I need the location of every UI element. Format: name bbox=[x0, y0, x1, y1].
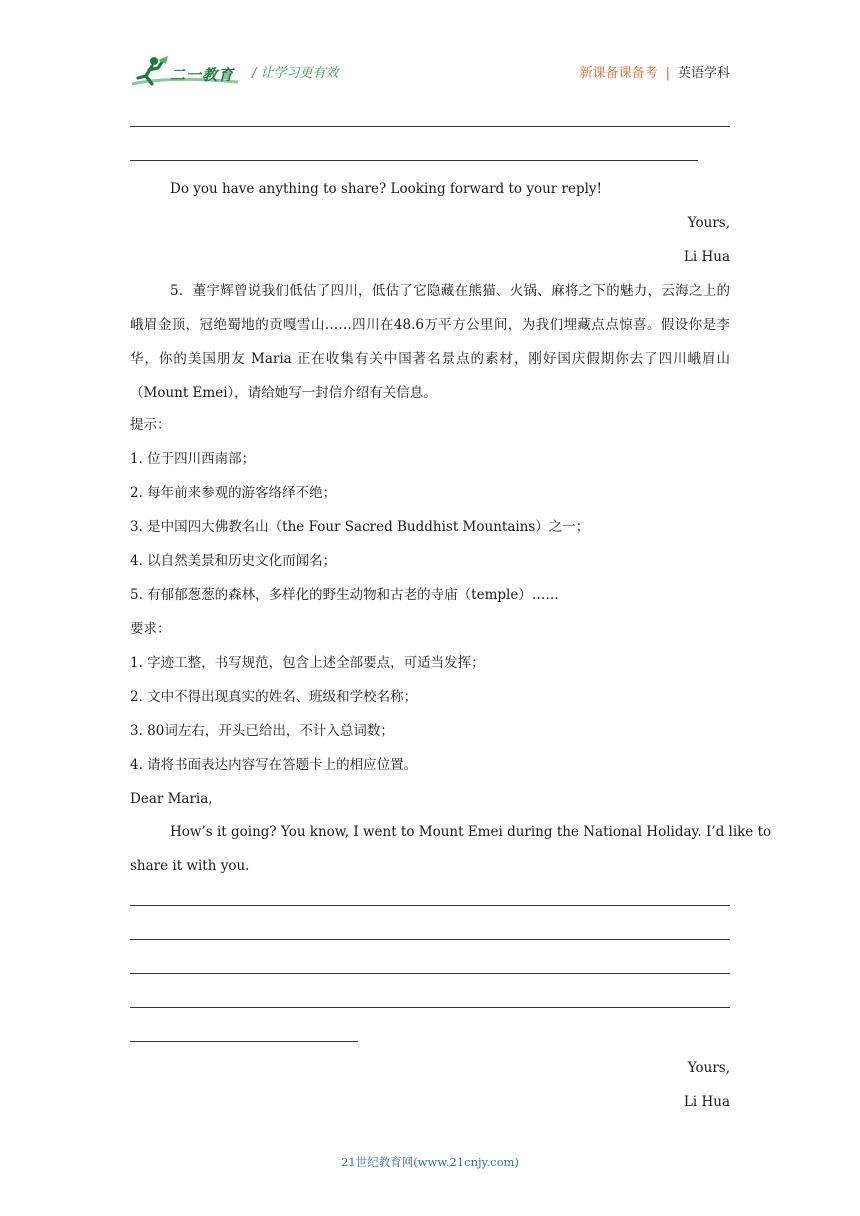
brand-name: 二一教育 bbox=[170, 66, 235, 84]
answer-line bbox=[130, 126, 730, 127]
header-right bbox=[580, 62, 730, 81]
answer-line bbox=[130, 1041, 358, 1042]
header-separator: | bbox=[665, 66, 670, 81]
letter-opening-line: share it with you. bbox=[130, 858, 250, 874]
page-footer: 21世纪教育网(www.21cnjy.com) bbox=[341, 1155, 519, 1169]
hint-item: 1. 位于四川西南部； bbox=[130, 451, 256, 467]
answer-line bbox=[130, 939, 730, 940]
answer-line bbox=[130, 973, 730, 974]
letter-signature: Li Hua bbox=[683, 1094, 730, 1110]
question-prompt: 5．董宇辉曾说我们低估了四川，低估了它隐藏在熊猫、火锅、麻将之下的魅力，云海之上的峨眉金顶，冠绝蜀地的贡嘎雪山……四川在48.6万平方公里间，为我们埋藏点点惊喜。假设你是李华，你的美国朋友 Maria 正在收集有关中国著名景点的素材，刚好国庆假期你去了四川峨眉山（Mount Emei），请给她写一封信介绍有关信息。 bbox=[130, 283, 730, 401]
answer-line bbox=[130, 905, 730, 906]
slogan: / 让学习更有效 bbox=[252, 66, 339, 81]
hint-item: 2. 每年前来参观的游客络绎不绝； bbox=[130, 485, 337, 501]
previous-closing-text: Do you have anything to share? Looking forward to your reply! bbox=[170, 181, 602, 197]
answer-line bbox=[130, 1007, 730, 1008]
requirement-item: 2. 文中不得出现真实的姓名、班级和学校名称； bbox=[130, 689, 418, 705]
subject-label: 英语学科 bbox=[677, 66, 730, 81]
hint-item: 4. 以自然美景和历史文化而闻名； bbox=[130, 553, 337, 569]
page-header bbox=[130, 50, 730, 94]
requirement-item: 1. 字迹工整，书写规范，包含上述全部要点，可适当发挥； bbox=[130, 655, 485, 671]
hint-item: 5. 有郁郁葱葱的森林，多样化的野生动物和古老的寺庙（temple）…… bbox=[130, 587, 559, 603]
letter-opening-line: How’s it going? You know, I went to Mount Emei during the National Holiday. I’d like to bbox=[170, 824, 772, 840]
letter-sign-off: Yours, bbox=[687, 1060, 730, 1076]
previous-sign-off: Yours, bbox=[687, 215, 730, 231]
requirement-item: 3. 80词左右，开头已给出，不计入总词数； bbox=[130, 723, 394, 739]
hint-item: 3. 是中国四大佛教名山（the Four Sacred Buddhist Mountains）之一； bbox=[130, 519, 590, 535]
course-label: 新课备课备考 bbox=[579, 66, 658, 81]
requirement-item: 4. 请将书面表达内容写在答题卡上的相应位置。 bbox=[130, 757, 418, 773]
answer-line bbox=[130, 160, 698, 161]
requirements-title: 要求： bbox=[130, 621, 171, 637]
hints-title: 提示： bbox=[130, 417, 171, 433]
letter-salutation: Dear Maria, bbox=[130, 791, 213, 807]
previous-signature: Li Hua bbox=[683, 249, 730, 265]
